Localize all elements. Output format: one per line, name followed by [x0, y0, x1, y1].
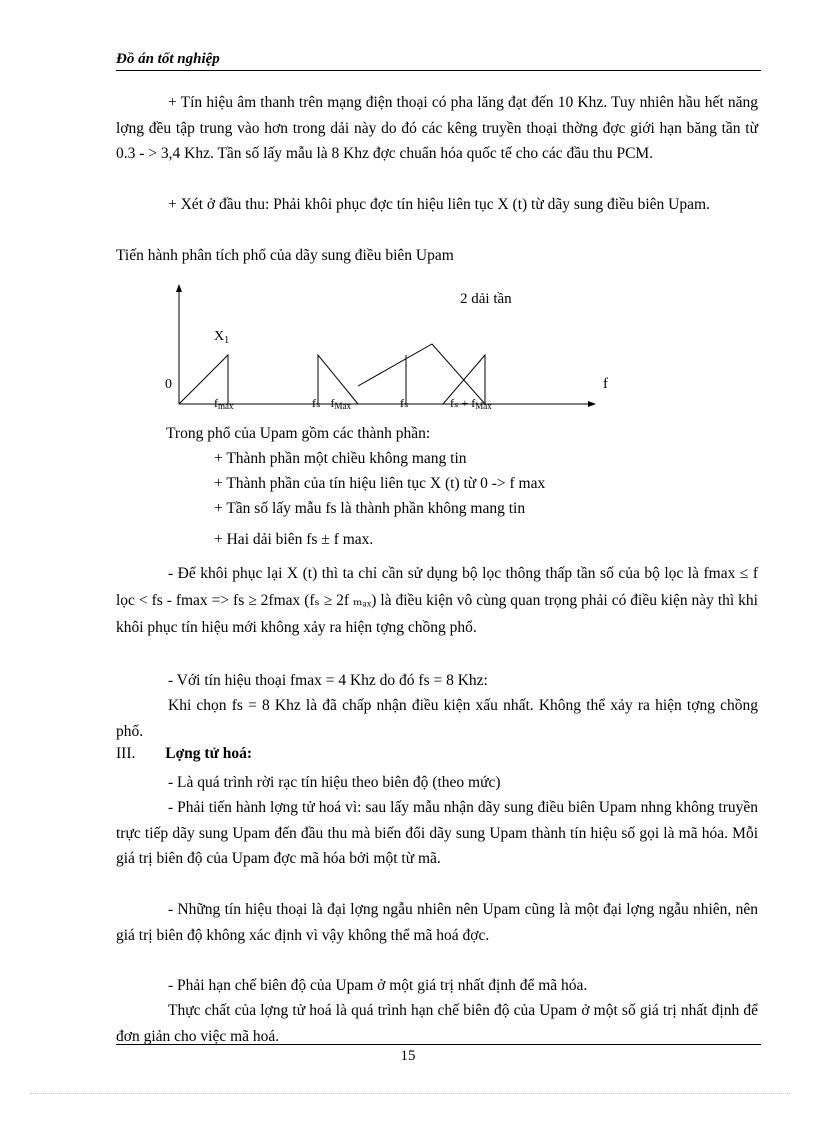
paragraph-3: Tiến hành phân tích phổ của dãy sung điều biên Upam — [116, 247, 454, 264]
tick-fs: fₛ — [400, 396, 409, 410]
paragraph-7: Khi chọn fs = 8 Khz là đã chấp nhận điều kiện xấu nhất. Không thể xảy ra hiện tợng chồng phổ. — [116, 697, 758, 740]
paragraph-4: Trong phổ của Upam gồm các thành phần: — [166, 425, 431, 442]
baseband-shape — [179, 355, 228, 404]
paragraph-9: - Phải tiến hành lợng tử hoá vì: sau lấy mẫu nhận dãy sung điều biên Upam nhng không truyền trực tiếp dãy sung Upam đến đầu thu mà biến đổi dãy sung Upam thành tín hiệu số gọi là mã hóa. Mỗi giá trị biên độ của Upam đợc mã hóa bởi một từ mã. — [116, 799, 758, 867]
page-number: 15 — [400, 1048, 416, 1064]
bullet-2: + Thành phần của tín hiệu liên tục X (t) từ 0 -> f max — [214, 475, 546, 492]
bullet-4: + Hai dải biên fs ± f max. — [214, 531, 374, 548]
label-x1: $X_1$ — [214, 329, 230, 346]
tick-fs-plus-fmax: fₛ + fMax — [450, 396, 492, 411]
paragraph-8: - Là quá trình rời rạc tín hiệu theo biên độ (theo mức) — [168, 774, 501, 791]
header-title: Đồ án tốt nghiệp — [116, 51, 220, 67]
x-axis-arrow — [588, 401, 596, 407]
paragraph-1: + Tín hiệu âm thanh trên mạng điện thoại có pha lăng đạt đến 10 Khz. Tuy nhiên hầu hết năng lợng đều tập trung vào hơn trong dải này do đó các kêng truyền thoại thờng đợc giới hạn băng tần từ 0.3 - > 3,4 Khz. Tần số lấy mẫu là 8 Khz đợc chuẩn hóa quốc tế cho các đầu thu PCM. — [116, 94, 758, 162]
y-axis-arrow — [176, 284, 182, 292]
section-number: III. — [116, 745, 136, 762]
bullet-3: + Tần số lấy mẫu fs là thành phần không mang tin — [214, 500, 526, 517]
section-title: Lợng tử hoá: — [165, 745, 253, 762]
spectrum-figure — [160, 282, 610, 412]
paragraph-12: Thực chất của lợng tử hoá là quá trình hạn chế biên độ của Upam ở một số giá trị nhất định để đơn giản cho việc mã hoá. — [116, 1002, 758, 1045]
page-header — [116, 50, 761, 71]
paragraph-10: - Những tín hiệu thoại là đại lợng ngẫu nhiên nên Upam cũng là một đại lợng ngẫu nhiên, nên giá trị biên độ không xác định vì vậy không thể mã hoá đợc. — [116, 901, 758, 944]
tick-fmax: fmax — [214, 396, 234, 411]
footer-rule — [116, 1044, 761, 1045]
paragraph-5: - Để khôi phục lại X (t) thì ta chỉ cần sử dụng bộ lọc thông thấp tần số của bộ lọc là fmax ≤ f lọc < fs - fmax => fs ≥ 2fmax (fₛ ≥ 2f ₘₐₓ) là điều kiện vô cùng quan trọng phải có điều kiện này thì khi khôi phục tín hiệu mới không xảy ra hiện tợng chồng phổ. — [116, 565, 758, 636]
paragraph-11: - Phải hạn chế biên độ của Upam ở một giá trị nhất định để mã hóa. — [168, 977, 588, 994]
bullet-1: + Thành phần một chiều không mang tin — [214, 450, 467, 467]
paragraph-6: - Với tín hiệu thoại fmax = 4 Khz do đó fs = 8 Khz: — [168, 672, 488, 689]
paragraph-2: + Xét ở đầu thu: Phải khôi phục đợc tín hiệu liên tục X (t) từ dãy sung điều biên Upam. — [168, 196, 710, 213]
tick-fs-minus-fmax: fₛ - fMax — [312, 396, 351, 411]
label-f: f — [603, 376, 608, 392]
band-envelope — [358, 344, 485, 404]
label-zero: 0 — [165, 377, 172, 392]
section-heading — [116, 745, 252, 763]
page-edge-divider — [30, 1093, 790, 1094]
label-band: 2 dải tần — [460, 291, 512, 307]
